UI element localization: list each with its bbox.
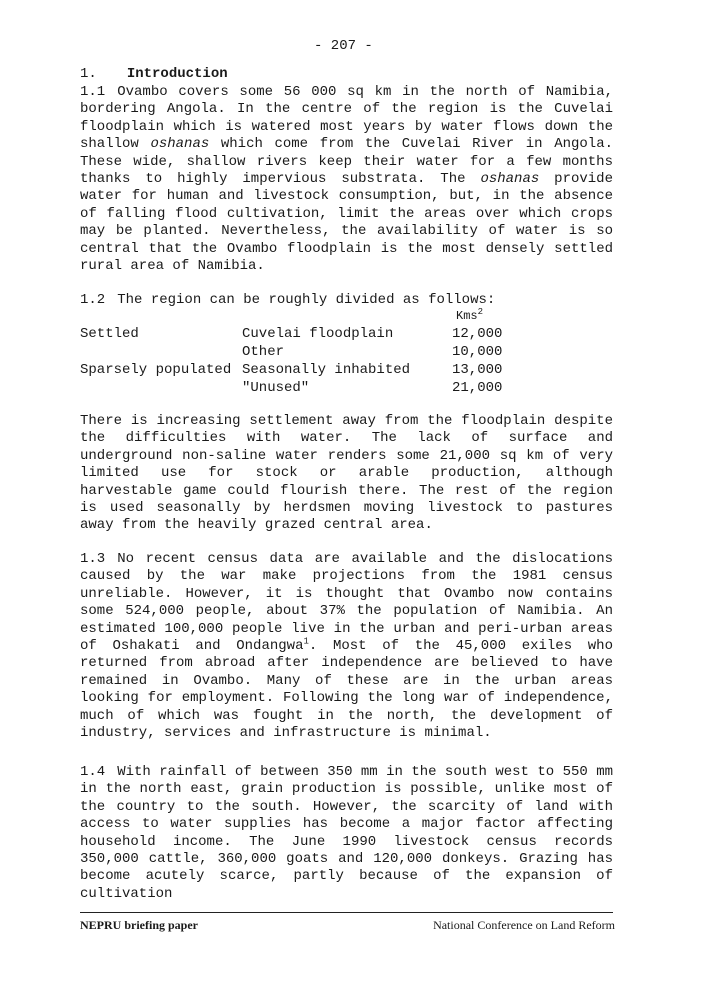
footer-right: National Conference on Land Reform xyxy=(433,918,615,932)
page-number: - 207 - xyxy=(314,38,373,54)
paragraph-text: No recent census data are available and the dislocations caused by the war make projections from the 1981 census unreliable. However, it is thought that Ovambo now contains some 524,000 people, about 37% the population of Namibia. An estimated 100,000 people live in the urban and peri-urban areas of Oshakati and Ondangwa xyxy=(80,551,613,655)
region-table xyxy=(80,306,620,398)
paragraph-1-1 xyxy=(80,84,613,275)
table-cell: 12,000 xyxy=(452,326,503,342)
paragraph-text: provide water for human and livestock consumption, but, in the absence of falling flood cultivation, limit the areas over which crops may be planted. Nevertheless, the availability of water is so central that the Ovambo floodplain is the most densely settled rural area of Namibia. xyxy=(80,171,613,275)
footer-left: NEPRU briefing paper xyxy=(80,918,198,932)
table-row xyxy=(80,362,620,380)
paragraph-unnumbered: There is increasing settlement away from the floodplain despite the difficulties with water. The lack of surface and underground non-saline water renders some 21,000 sq km of very limited use for stock or arable production, although harvestable game could flourish there. The rest of the region is used seasonally by herdsmen moving livestock to pastures away from the heavily grazed central area. xyxy=(80,413,613,534)
section-heading xyxy=(80,66,228,82)
paragraph-text: Ovambo covers some 56 000 sq km in the north of Namibia, bordering Angola. In the centre of the region is the Cuvelai floodplain which is watered most years by water flows down the shallow xyxy=(80,84,613,153)
paragraph-number: 1.4 xyxy=(80,764,106,780)
paragraph-number: 1.2 xyxy=(80,292,106,308)
footnote-marker: 1 xyxy=(303,636,309,647)
table-row xyxy=(80,326,620,344)
paragraph-number: 1.1 xyxy=(80,84,106,100)
table-cell: Sparsely populated xyxy=(80,362,232,378)
table-row xyxy=(80,344,620,362)
paragraph-text: . Most of the 45,000 exiles who returned from abroad after independence are believed to have remained in Ovambo. Many of these are in the urban areas looking for employment. Following the long war of independence, much of which was fought in the north, the development of industry, services and infrastructure is minimal. xyxy=(80,638,613,742)
table-cell: 13,000 xyxy=(452,362,503,378)
section-number: 1. xyxy=(80,66,97,82)
paragraph-text: The region can be roughly divided as follows: xyxy=(117,292,496,308)
table-header-row xyxy=(80,306,620,326)
table-cell: Settled xyxy=(80,326,139,342)
paragraph-text: With rainfall of between 350 mm in the south west to 550 mm in the north east, grain production is possible, unlike most of the country to the south. However, the scarcity of land with access to water supplies has become a major factor affecting household income. The June 1990 livestock census records 350,000 cattle, 360,000 goats and 120,000 donkeys. Grazing has become acutely scarce, partly because of the expansion of cultivation xyxy=(80,764,613,902)
table-cell: Other xyxy=(242,344,285,360)
section-title: Introduction xyxy=(126,66,228,82)
paragraph-text: which come from the Cuvelai River in Angola. These wide, shallow rivers keep their water for a few months thanks to highly impervious substrata. The xyxy=(80,136,614,188)
table-row xyxy=(80,380,620,398)
paragraph-number: 1.3 xyxy=(80,551,106,567)
table-cell: Cuvelai floodplain xyxy=(242,326,394,342)
table-cell: 10,000 xyxy=(452,344,503,360)
table-cell: 21,000 xyxy=(452,380,503,396)
table-cell: Seasonally inhabited xyxy=(242,362,411,378)
footer-divider xyxy=(80,912,613,913)
italic-term: oshanas xyxy=(150,136,210,153)
unit-header: Kms$^2$ xyxy=(456,307,484,323)
paragraph-1-3 xyxy=(80,551,613,742)
italic-term: oshanas xyxy=(480,171,540,188)
table-cell: "Unused" xyxy=(242,380,310,396)
paragraph-1-4 xyxy=(80,764,613,903)
